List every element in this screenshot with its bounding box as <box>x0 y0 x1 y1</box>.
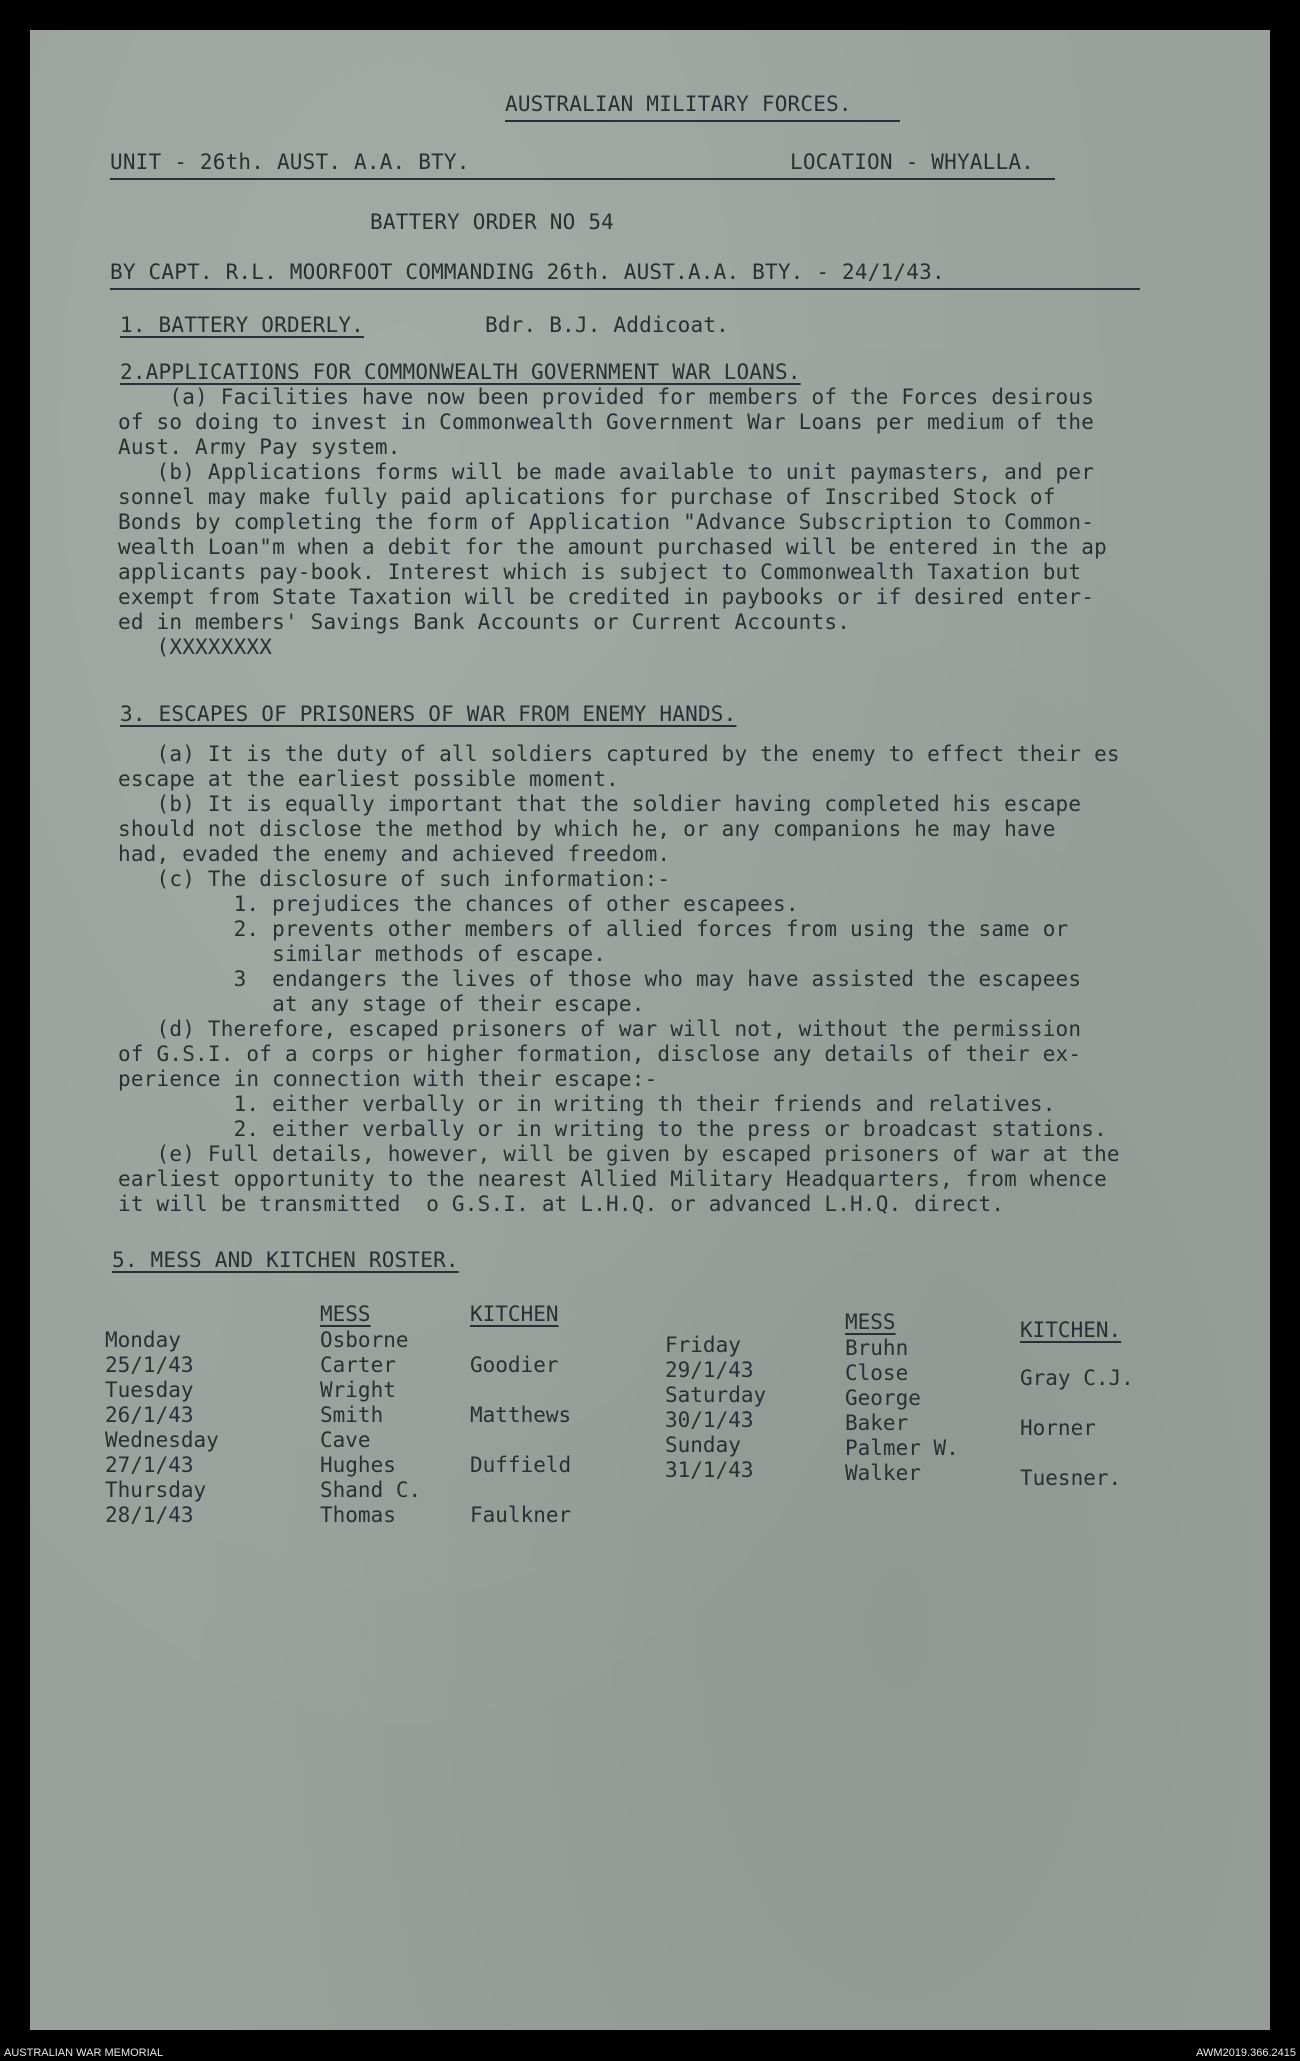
section-3-line: 1. either verbally or in writing th their friends and relatives. <box>118 1092 1056 1116</box>
section-3-line: (a) It is the duty of all soldiers captured by the enemy to effect their es <box>118 742 1120 766</box>
section-3-line: it will be transmitted o G.S.I. at L.H.Q. or advanced L.H.Q. direct. <box>118 1192 1005 1216</box>
kitchen-name: Horner <box>1020 1416 1096 1440</box>
kitchen-name: Matthews <box>470 1403 572 1427</box>
section-3-heading: 3. ESCAPES OF PRISONERS OF WAR FROM ENEMY HANDS. <box>120 702 737 726</box>
section-3-line: at any stage of their escape. <box>118 992 645 1016</box>
mess-name: Bruhn <box>845 1336 909 1360</box>
day-label: Friday <box>665 1333 741 1357</box>
location-line: LOCATION - WHYALLA. <box>790 150 1035 174</box>
right-kitchen-header: KITCHEN. <box>1020 1318 1122 1342</box>
section-5-heading: 5. MESS AND KITCHEN ROSTER. <box>112 1248 459 1272</box>
archive-reference: AWM2019.366.2415 <box>1196 2047 1296 2059</box>
section-3-line: perience in connection with their escape:- <box>118 1067 658 1091</box>
by-line: BY CAPT. R.L. MOORFOOT COMMANDING 26th. AUST.A.A. BTY. - 24/1/43. <box>110 260 945 284</box>
section-2-line: sonnel may make fully paid aplications for purchase of Inscribed Stock of <box>118 485 1056 509</box>
mess-name: Thomas <box>320 1503 396 1527</box>
mess-name: Osborne <box>320 1328 409 1352</box>
section-2-line: ed in members' Savings Bank Accounts or Current Accounts. <box>118 610 851 634</box>
right-mess-header: MESS <box>845 1310 896 1334</box>
day-label: Tuesday <box>105 1378 194 1402</box>
section-2-heading: 2.APPLICATIONS FOR COMMONWEALTH GOVERNMENT WAR LOANS. <box>120 360 801 384</box>
section-3-line: 3 endangers the lives of those who may have assisted the escapees <box>118 967 1082 991</box>
section-3-line: 2. prevents other members of allied forces from using the same or <box>118 917 1069 941</box>
document-title: AUSTRALIAN MILITARY FORCES. <box>505 92 852 116</box>
by-line-underline <box>110 288 1140 290</box>
kitchen-name: Duffield <box>470 1453 572 1477</box>
day-label: Monday <box>105 1328 181 1352</box>
document-page <box>30 30 1270 2030</box>
section-3-line: (b) It is equally important that the soldier having completed his escape <box>118 792 1082 816</box>
date-label: 26/1/43 <box>105 1403 194 1427</box>
unit-underline <box>110 178 1055 180</box>
section-3-line: had, evaded the enemy and achieved freedom. <box>118 842 671 866</box>
section-2-line: applicants pay-book. Interest which is subject to Commonwealth Taxation but <box>118 560 1082 584</box>
section-3-line: (c) The disclosure of such information:- <box>118 867 671 891</box>
section-2-struck-line: (XXXXXXXX <box>118 635 273 659</box>
kitchen-name: Gray C.J. <box>1020 1366 1134 1390</box>
battery-order-number: BATTERY ORDER NO 54 <box>370 210 615 234</box>
mess-name: Cave <box>320 1428 371 1452</box>
date-label: 29/1/43 <box>665 1358 754 1382</box>
date-label: 25/1/43 <box>105 1353 194 1377</box>
kitchen-name: Faulkner <box>470 1503 572 1527</box>
section-3-line: (e) Full details, however, will be given by escaped prisoners of war at the <box>118 1142 1120 1166</box>
section-2-line: exempt from State Taxation will be credited in paybooks or if desired enter- <box>118 585 1095 609</box>
date-label: 28/1/43 <box>105 1503 194 1527</box>
section-2-line: (b) Applications forms will be made available to unit paymasters, and per <box>118 460 1095 484</box>
section-3-line: should not disclose the method by which he, or any companions he may have <box>118 817 1056 841</box>
section-2-line: wealth Loan"m when a debit for the amount purchased will be entered in the ap <box>118 535 1107 559</box>
mess-name: Shand C. <box>320 1478 422 1502</box>
mess-name: Hughes <box>320 1453 396 1477</box>
date-label: 31/1/43 <box>665 1458 754 1482</box>
kitchen-name: Goodier <box>470 1353 559 1377</box>
day-label: Saturday <box>665 1383 767 1407</box>
mess-name: Close <box>845 1361 909 1385</box>
section-3-line: 2. either verbally or in writing to the press or broadcast stations. <box>118 1117 1107 1141</box>
left-kitchen-header: KITCHEN <box>470 1302 559 1326</box>
mess-name: Wright <box>320 1378 396 1402</box>
day-label: Wednesday <box>105 1428 219 1452</box>
section-2-line: (a) Facilities have now been provided for members of the Forces desirous <box>118 385 1095 409</box>
section-3-line: similar methods of escape. <box>118 942 607 966</box>
section-1-heading: 1. BATTERY ORDERLY. <box>120 313 365 337</box>
section-3-line: (d) Therefore, escaped prisoners of war will not, without the permission <box>118 1017 1082 1041</box>
day-label: Thursday <box>105 1478 207 1502</box>
mess-name: Carter <box>320 1353 396 1377</box>
mess-name: Walker <box>845 1461 921 1485</box>
mess-name: George <box>845 1386 921 1410</box>
section-2-line: Bonds by completing the form of Application "Advance Subscription to Common- <box>118 510 1095 534</box>
section-3-line: 1. prejudices the chances of other escapees. <box>118 892 799 916</box>
day-label: Sunday <box>665 1433 741 1457</box>
left-mess-header: MESS <box>320 1302 371 1326</box>
unit-line: UNIT - 26th. AUST. A.A. BTY. <box>110 150 470 174</box>
date-label: 27/1/43 <box>105 1453 194 1477</box>
title-underline <box>505 120 900 122</box>
mess-name: Smith <box>320 1403 384 1427</box>
section-3-line: escape at the earliest possible moment. <box>118 767 619 791</box>
section-2-line: of so doing to invest in Commonwealth Government War Loans per medium of the <box>118 410 1095 434</box>
battery-orderly-name: Bdr. B.J. Addicoat. <box>485 313 730 337</box>
section-3-line: of G.S.I. of a corps or higher formation, disclose any details of their ex- <box>118 1042 1082 1066</box>
mess-name: Palmer W. <box>845 1436 959 1460</box>
kitchen-name: Tuesner. <box>1020 1466 1122 1490</box>
section-2-line: Aust. Army Pay system. <box>118 435 401 459</box>
section-3-line: earliest opportunity to the nearest Allied Military Headquarters, from whence <box>118 1167 1107 1191</box>
mess-name: Baker <box>845 1411 909 1435</box>
archive-credit: AUSTRALIAN WAR MEMORIAL <box>4 2047 164 2059</box>
date-label: 30/1/43 <box>665 1408 754 1432</box>
